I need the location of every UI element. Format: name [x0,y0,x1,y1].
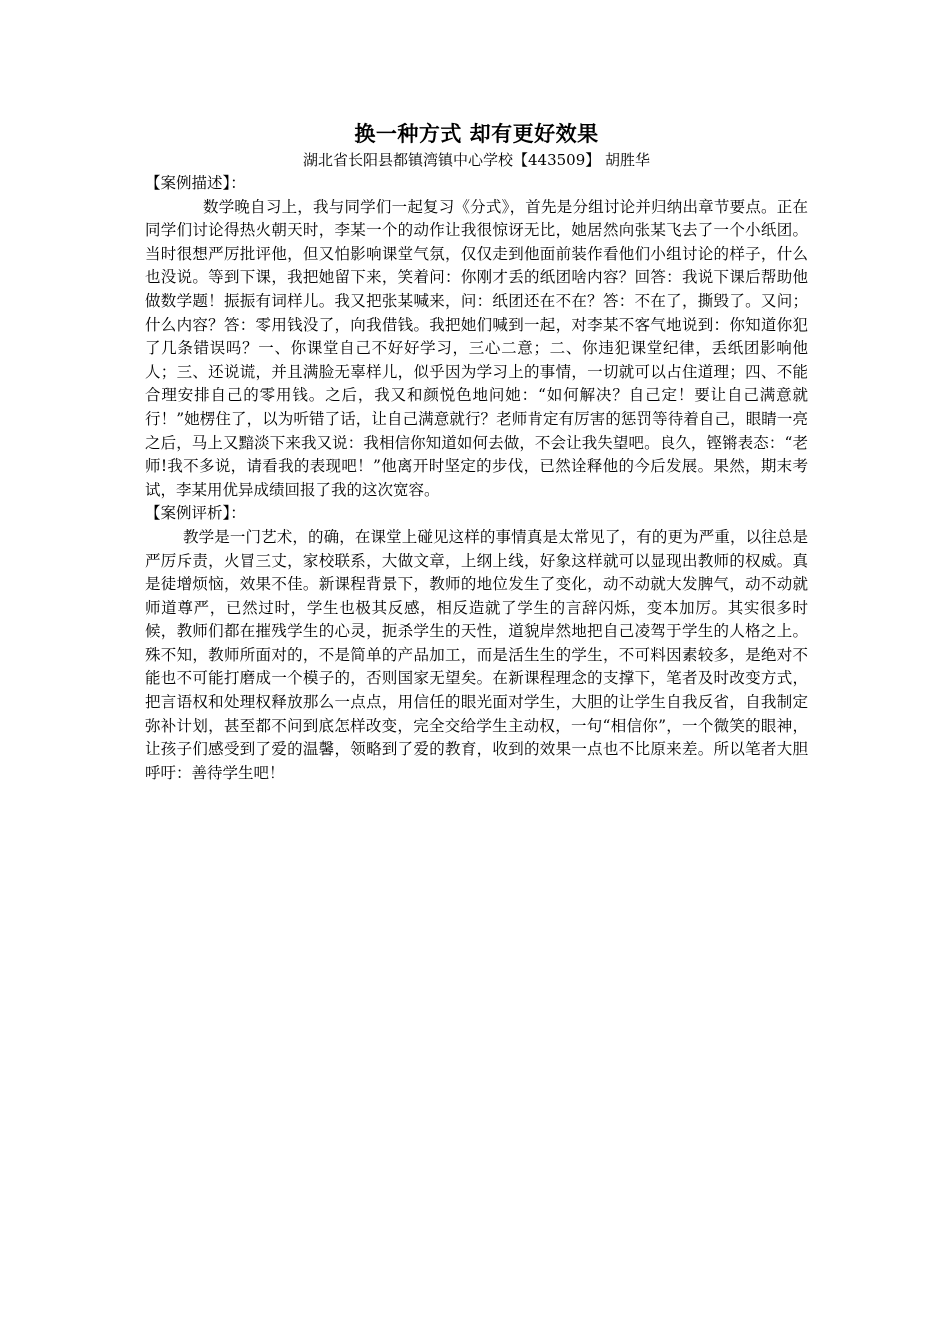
author-byline: 湖北省长阳县都镇湾镇中心学校【443509】 胡胜华 [302,151,651,169]
document-title: 换一种方式 却有更好效果 [354,121,599,146]
case-analysis-heading: 【案例评析】： [145,504,246,523]
case-description-paragraph: 数学晚自习上，我与同学们一起复习《分式》，首先是分组讨论并归纳出章节要点。正在同学们讨论得热火朝天时，李某一个的动作让我很惊讶无比，她居然向张某飞去了一个小纸团。当时很想严厉批评他，但又怕影响课堂气氛，仅仅走到他面前装作看他们小组讨论的样子，什么也没说。等到下课，我把她留下来，笑着问：你刚才丢的纸团啥内容？回答：我说下课后帮助他做数学题！振振有词样儿。我又把张某喊来，问：纸团还在不在？答：不在了，撕毁了。又问；什么内容？答：零用钱没了，向我借钱。我把她们喊到一起，对李某不客气地说到：你知道你犯了几条错误吗？一、你课堂自己不好好学习，三心二意；二、你违犯课堂纪律，丢纸团影响他人；三、还说谎，并且满脸无辜样儿，似乎因为学习上的事情，一切就可以占住道理；四、不能合理安排自己的零用钱。之后，我又和颜悦色地问她：“如何解决？自己定！要让自己满意就行！”她楞住了，以为听错了话，让自己满意就行？老师肯定有厉害的惩罚等待着自己，眼睛一亮之后，马上又黯淡下来我又说：我相信你知道如何去做，不会让我失望吧。良久，铿锵表态：“老师!我不多说，请看我的表现吧！”他离开时坚定的步伐，已然诠释他的今后发展。果然，期末考试，李某用优异成绩回报了我的这次宽容。 [145,197,808,499]
document-page [145,118,808,785]
case-analysis-paragraph: 教学是一门艺术，的确，在课堂上碰见这样的事情真是太常见了，有的更为严重，以往总是严厉斥责，火冒三丈，家校联系，大做文章，上纲上线，好象这样就可以显现出教师的权威。真是徒增烦恼，效果不佳。新课程背景下，教师的地位发生了变化，动不动就大发脾气，动不动就师道尊严，已然过时，学生也极其反感，相反造就了学生的言辞闪烁，变本加厉。其实很多时候，教师们都在摧残学生的心灵，扼杀学生的天性，道貌岸然地把自己凌驾于学生的人格之上。殊不知，教师所面对的，不是简单的产品加工，而是活生生的学生，不可料因素较多，是绝对不能也不可能打磨成一个模子的，否则国家无望矣。在新课程理念的支撑下，笔者及时改变方式，把言语权和处理权释放那么一点点，用信任的眼光面对学生，大胆的让学生自我反省，自我制定弥补计划，甚至都不问到底怎样改变，完全交给学生主动权，一句“相信你”，一个微笑的眼神，让孩子们感受到了爱的温馨，领略到了爱的教育，收到的效果一点也不比原来差。所以笔者大胆呼吁：善待学生吧！ [145,527,808,782]
case-description-heading: 【案例描述】： [145,174,246,192]
